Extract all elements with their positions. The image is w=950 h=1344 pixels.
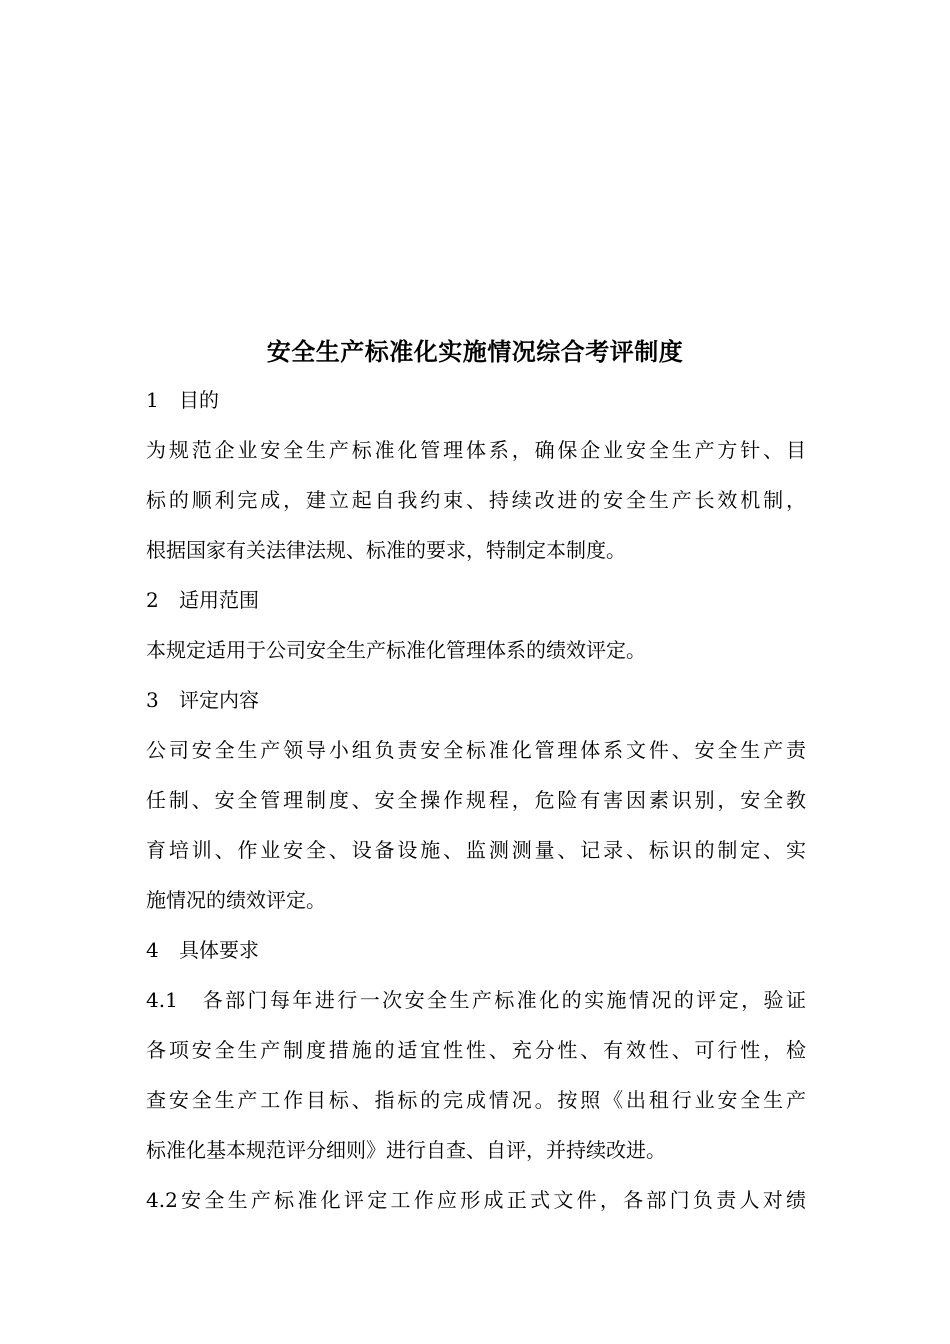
section-heading-purpose — [146, 385, 806, 415]
section-number: 4 — [146, 938, 159, 962]
paragraph-line: 施情况的绩效评定。 — [146, 888, 326, 912]
paragraph-line: 各项安全生产制度措施的适宜性性、充分性、有效性、可行性，检 — [146, 1038, 806, 1062]
paragraph-line: 4.2安全生产标准化评定工作应形成正式文件，各部门负责人对绩 — [146, 1188, 806, 1212]
section-heading-text: 适用范围 — [179, 588, 259, 612]
paragraph-line: 根据国家有关法律法规、标准的要求，特制定本制度。 — [146, 538, 626, 562]
paragraph-line: 育培训、作业安全、设备设施、监测测量、记录、标识的制定、实 — [146, 838, 806, 862]
section-heading-content — [146, 685, 806, 715]
paragraph-line: 本规定适用于公司安全生产标准化管理体系的绩效评定。 — [146, 638, 646, 662]
section-heading-text: 目的 — [179, 388, 219, 412]
paragraph-line: 为规范企业安全生产标准化管理体系，确保企业安全生产方针、目 — [146, 438, 806, 462]
section-number: 2 — [146, 588, 159, 612]
section-heading-requirements — [146, 935, 806, 965]
section-heading-text: 具体要求 — [179, 938, 259, 962]
paragraph-line: 标的顺利完成，建立起自我约束、持续改进的安全生产长效机制， — [146, 488, 806, 512]
document-title: 安全生产标准化实施情况综合考评制度 — [266, 338, 684, 366]
paragraph-line: 任制、安全管理制度、安全操作规程，危险有害因素识别，安全教 — [146, 788, 806, 812]
paragraph-line: 公司安全生产领导小组负责安全标准化管理体系文件、安全生产责 — [146, 738, 806, 762]
paragraph-line: 查安全生产工作目标、指标的完成情况。按照《出租行业安全生产 — [146, 1088, 806, 1112]
section-number: 1 — [146, 388, 159, 412]
section-heading-scope — [146, 585, 806, 615]
section-heading-text: 评定内容 — [179, 688, 259, 712]
section-number: 3 — [146, 688, 159, 712]
paragraph-line: 4.1 各部门每年进行一次安全生产标准化的实施情况的评定，验证 — [146, 988, 806, 1012]
paragraph-line: 标准化基本规范评分细则》进行自查、自评，并持续改进。 — [146, 1138, 666, 1162]
